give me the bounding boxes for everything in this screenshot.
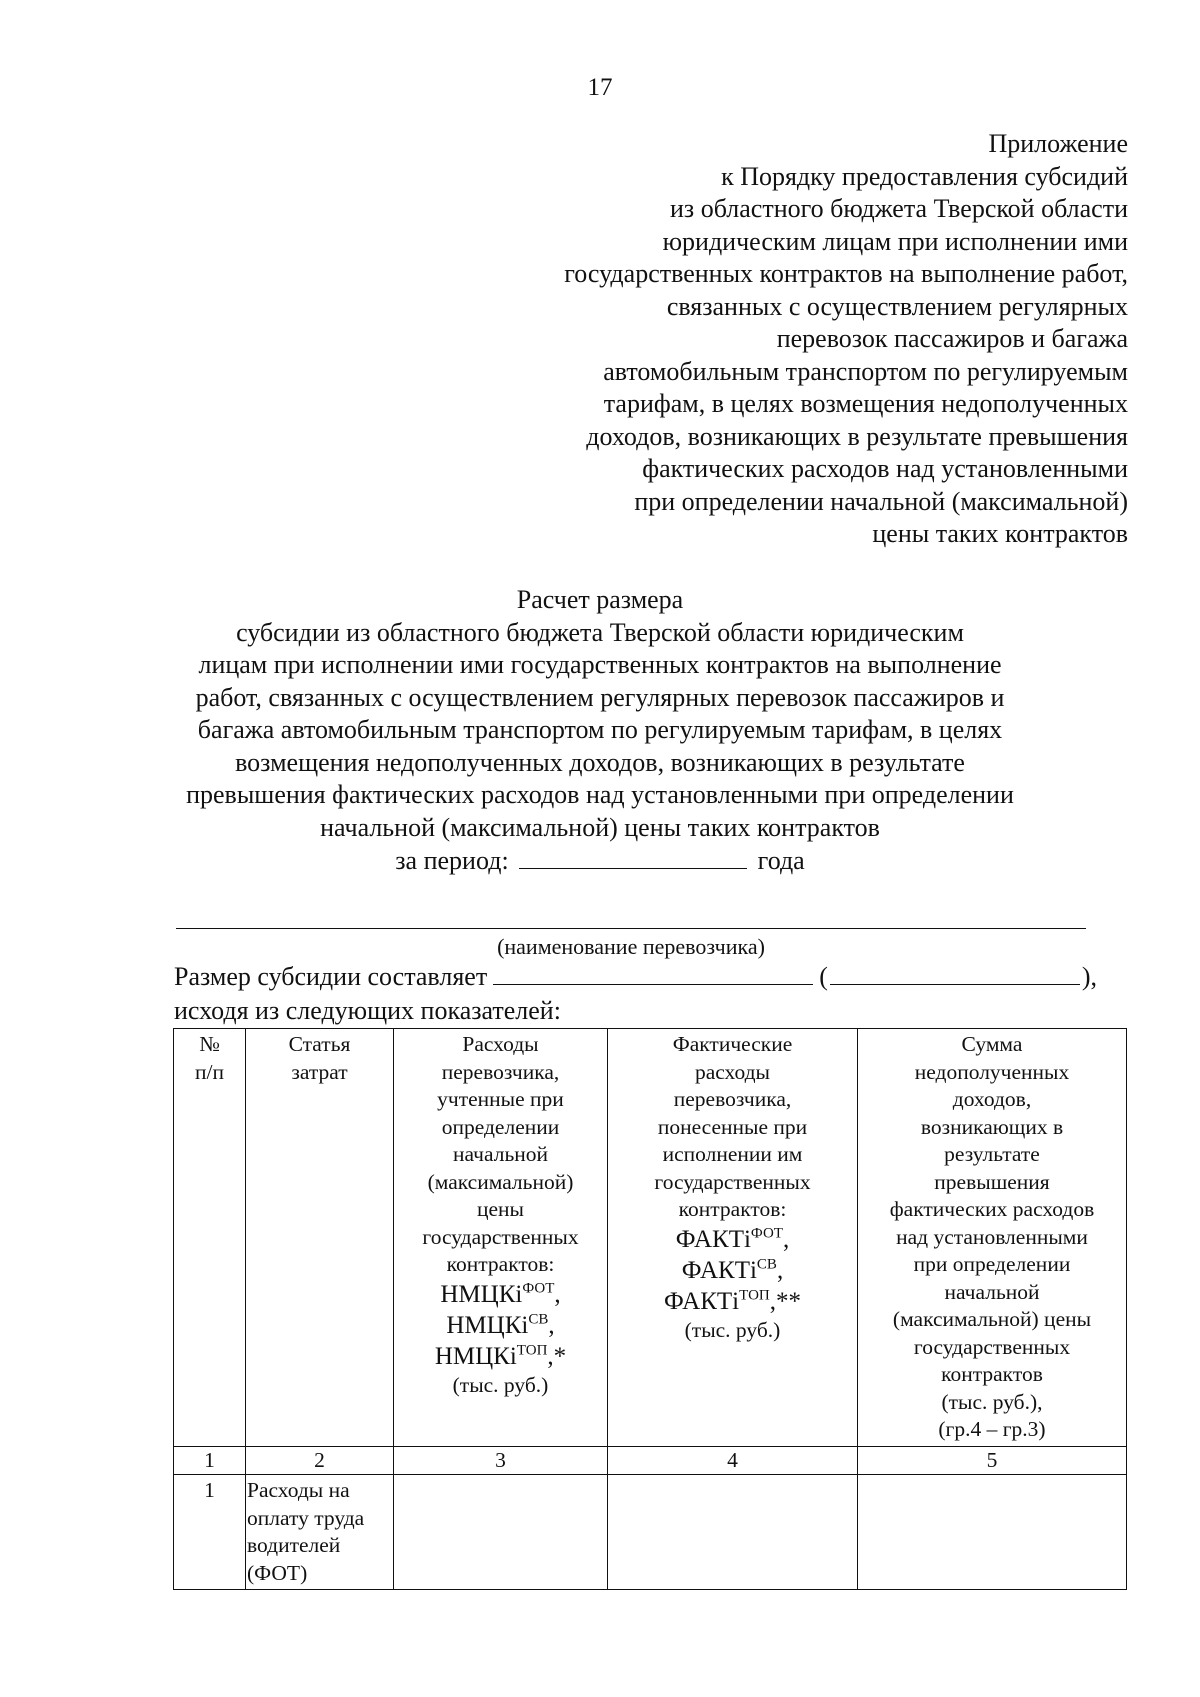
table-column-numbers-row: [174, 1447, 1127, 1475]
row-number: 1: [174, 1475, 246, 1590]
header-col-cost-item: Статья затрат: [246, 1029, 394, 1447]
appendix-line: юридическим лицам при исполнении ими: [662, 226, 1128, 256]
indicators-label: исходя из следующих показателей:: [174, 996, 561, 1025]
appendix-line: доходов, возникающих в результате превышения: [586, 421, 1128, 451]
calculation-line: возмещения недополученных доходов, возникающих в результате: [235, 747, 965, 777]
appendix-line: государственных контрактов на выполнение работ,: [564, 259, 1128, 288]
appendix-line: перевозок пассажиров и багажа: [776, 324, 1128, 353]
header-col-planned-costs: Расходы перевозчика, учтенные при определении начальной (максимальной) цены государственных контрактов: НМЦКi$^{ФОТ}$, НМЦКi$^{СВ}$, НМЦКi$^{ТОП}$,* (тыс. руб.): [394, 1029, 608, 1447]
column-number: 4: [608, 1447, 858, 1475]
period-line: [0, 844, 1200, 878]
subsidy-amount-words-field[interactable]: [830, 962, 1080, 985]
column-number: 1: [174, 1447, 246, 1475]
calculation-line: субсидии из областного бюджета Тверской области юридическим: [236, 617, 964, 647]
carrier-name-field[interactable]: [176, 928, 1086, 929]
calculation-line: превышения фактических расходов над установленными при определении: [186, 780, 1014, 809]
subsidy-amount-line: [174, 962, 1124, 992]
calculation-heading: Расчет размера: [516, 585, 684, 614]
page-number: 17: [587, 74, 613, 101]
period-label: за период:: [395, 846, 509, 875]
header-col-number: № п/п: [174, 1029, 246, 1447]
subsidy-label: Размер субсидии составляет: [174, 962, 488, 991]
appendix-line: цены таких контрактов: [872, 519, 1128, 548]
appendix-line: фактических расходов над установленными: [642, 454, 1128, 483]
appendix-line: при определении начальной (максимальной): [634, 486, 1128, 516]
formula-fakt-sv: ФАКТi$^{СВ}$,: [681, 1256, 784, 1284]
table-header-row: [174, 1029, 1127, 1447]
row-actual-costs-cell[interactable]: [608, 1475, 858, 1590]
header-col-lost-income: Сумма недополученных доходов, возникающих в результате превышения фактических расходов над установленными при определении начальной (максимальной) цены государственных контрактов (тыс. руб.), (гр.4 – гр.3): [858, 1029, 1127, 1447]
row-cost-item: Расходы на оплату труда водителей (ФОТ): [246, 1475, 394, 1590]
appendix-line: к Порядку предоставления субсидий: [721, 161, 1128, 191]
column-number: 5: [858, 1447, 1127, 1475]
appendix-line: автомобильным транспортом по регулируемым: [603, 356, 1128, 386]
formula-fakt-fot: ФАКТi$^{ФОТ}$,: [675, 1225, 790, 1253]
appendix-line: Приложение: [988, 129, 1128, 158]
appendix-line: связанных с осуществлением регулярных: [666, 291, 1128, 321]
calculation-line: багажа автомобильным транспортом по регулируемым тарифам, в целях: [197, 715, 1003, 744]
header-col-actual-costs: Фактические расходы перевозчика, понесенные при исполнении им государственных контрактов: ФАКТi$^{ФОТ}$, ФАКТi$^{СВ}$, ФАКТi$^{ТОП}$,** (тыс. руб.): [608, 1029, 858, 1447]
row-planned-costs-cell[interactable]: [394, 1475, 608, 1590]
table-row: [174, 1475, 1127, 1590]
calculation-line: начальной (максимальной) цены таких контрактов: [320, 812, 880, 842]
calculation-title: [0, 584, 1200, 878]
appendix-line: тарифам, в целях возмещения недополученных: [603, 389, 1128, 418]
carrier-caption: (наименование перевозчика): [497, 934, 765, 959]
calculation-line: работ, связанных с осуществлением регулярных перевозок пассажиров и: [195, 682, 1005, 712]
formula-fakt-top: ФАКТi$^{ТОП}$,**: [663, 1287, 801, 1315]
column-number: 2: [246, 1447, 394, 1475]
calculation-line: лицам при исполнении ими государственных контрактов на выполнение: [198, 650, 1002, 679]
formula-nmck-fot: НМЦКi$^{ФОТ}$,: [440, 1280, 561, 1308]
column-number: 3: [394, 1447, 608, 1475]
row-lost-income-cell[interactable]: [858, 1475, 1127, 1590]
formula-nmck-sv: НМЦКi$^{СВ}$,: [446, 1311, 555, 1339]
costs-table: [173, 1028, 1127, 1590]
close-paren: ),: [1081, 962, 1098, 991]
subsidy-amount-field[interactable]: [493, 962, 813, 985]
period-suffix: года: [757, 846, 805, 875]
appendix-block: [468, 128, 1128, 551]
open-paren: (: [819, 962, 828, 991]
formula-nmck-top: НМЦКi$^{ТОП}$,*: [434, 1342, 567, 1370]
period-blank-field[interactable]: [519, 844, 747, 869]
appendix-line: из областного бюджета Тверской области: [670, 194, 1128, 223]
